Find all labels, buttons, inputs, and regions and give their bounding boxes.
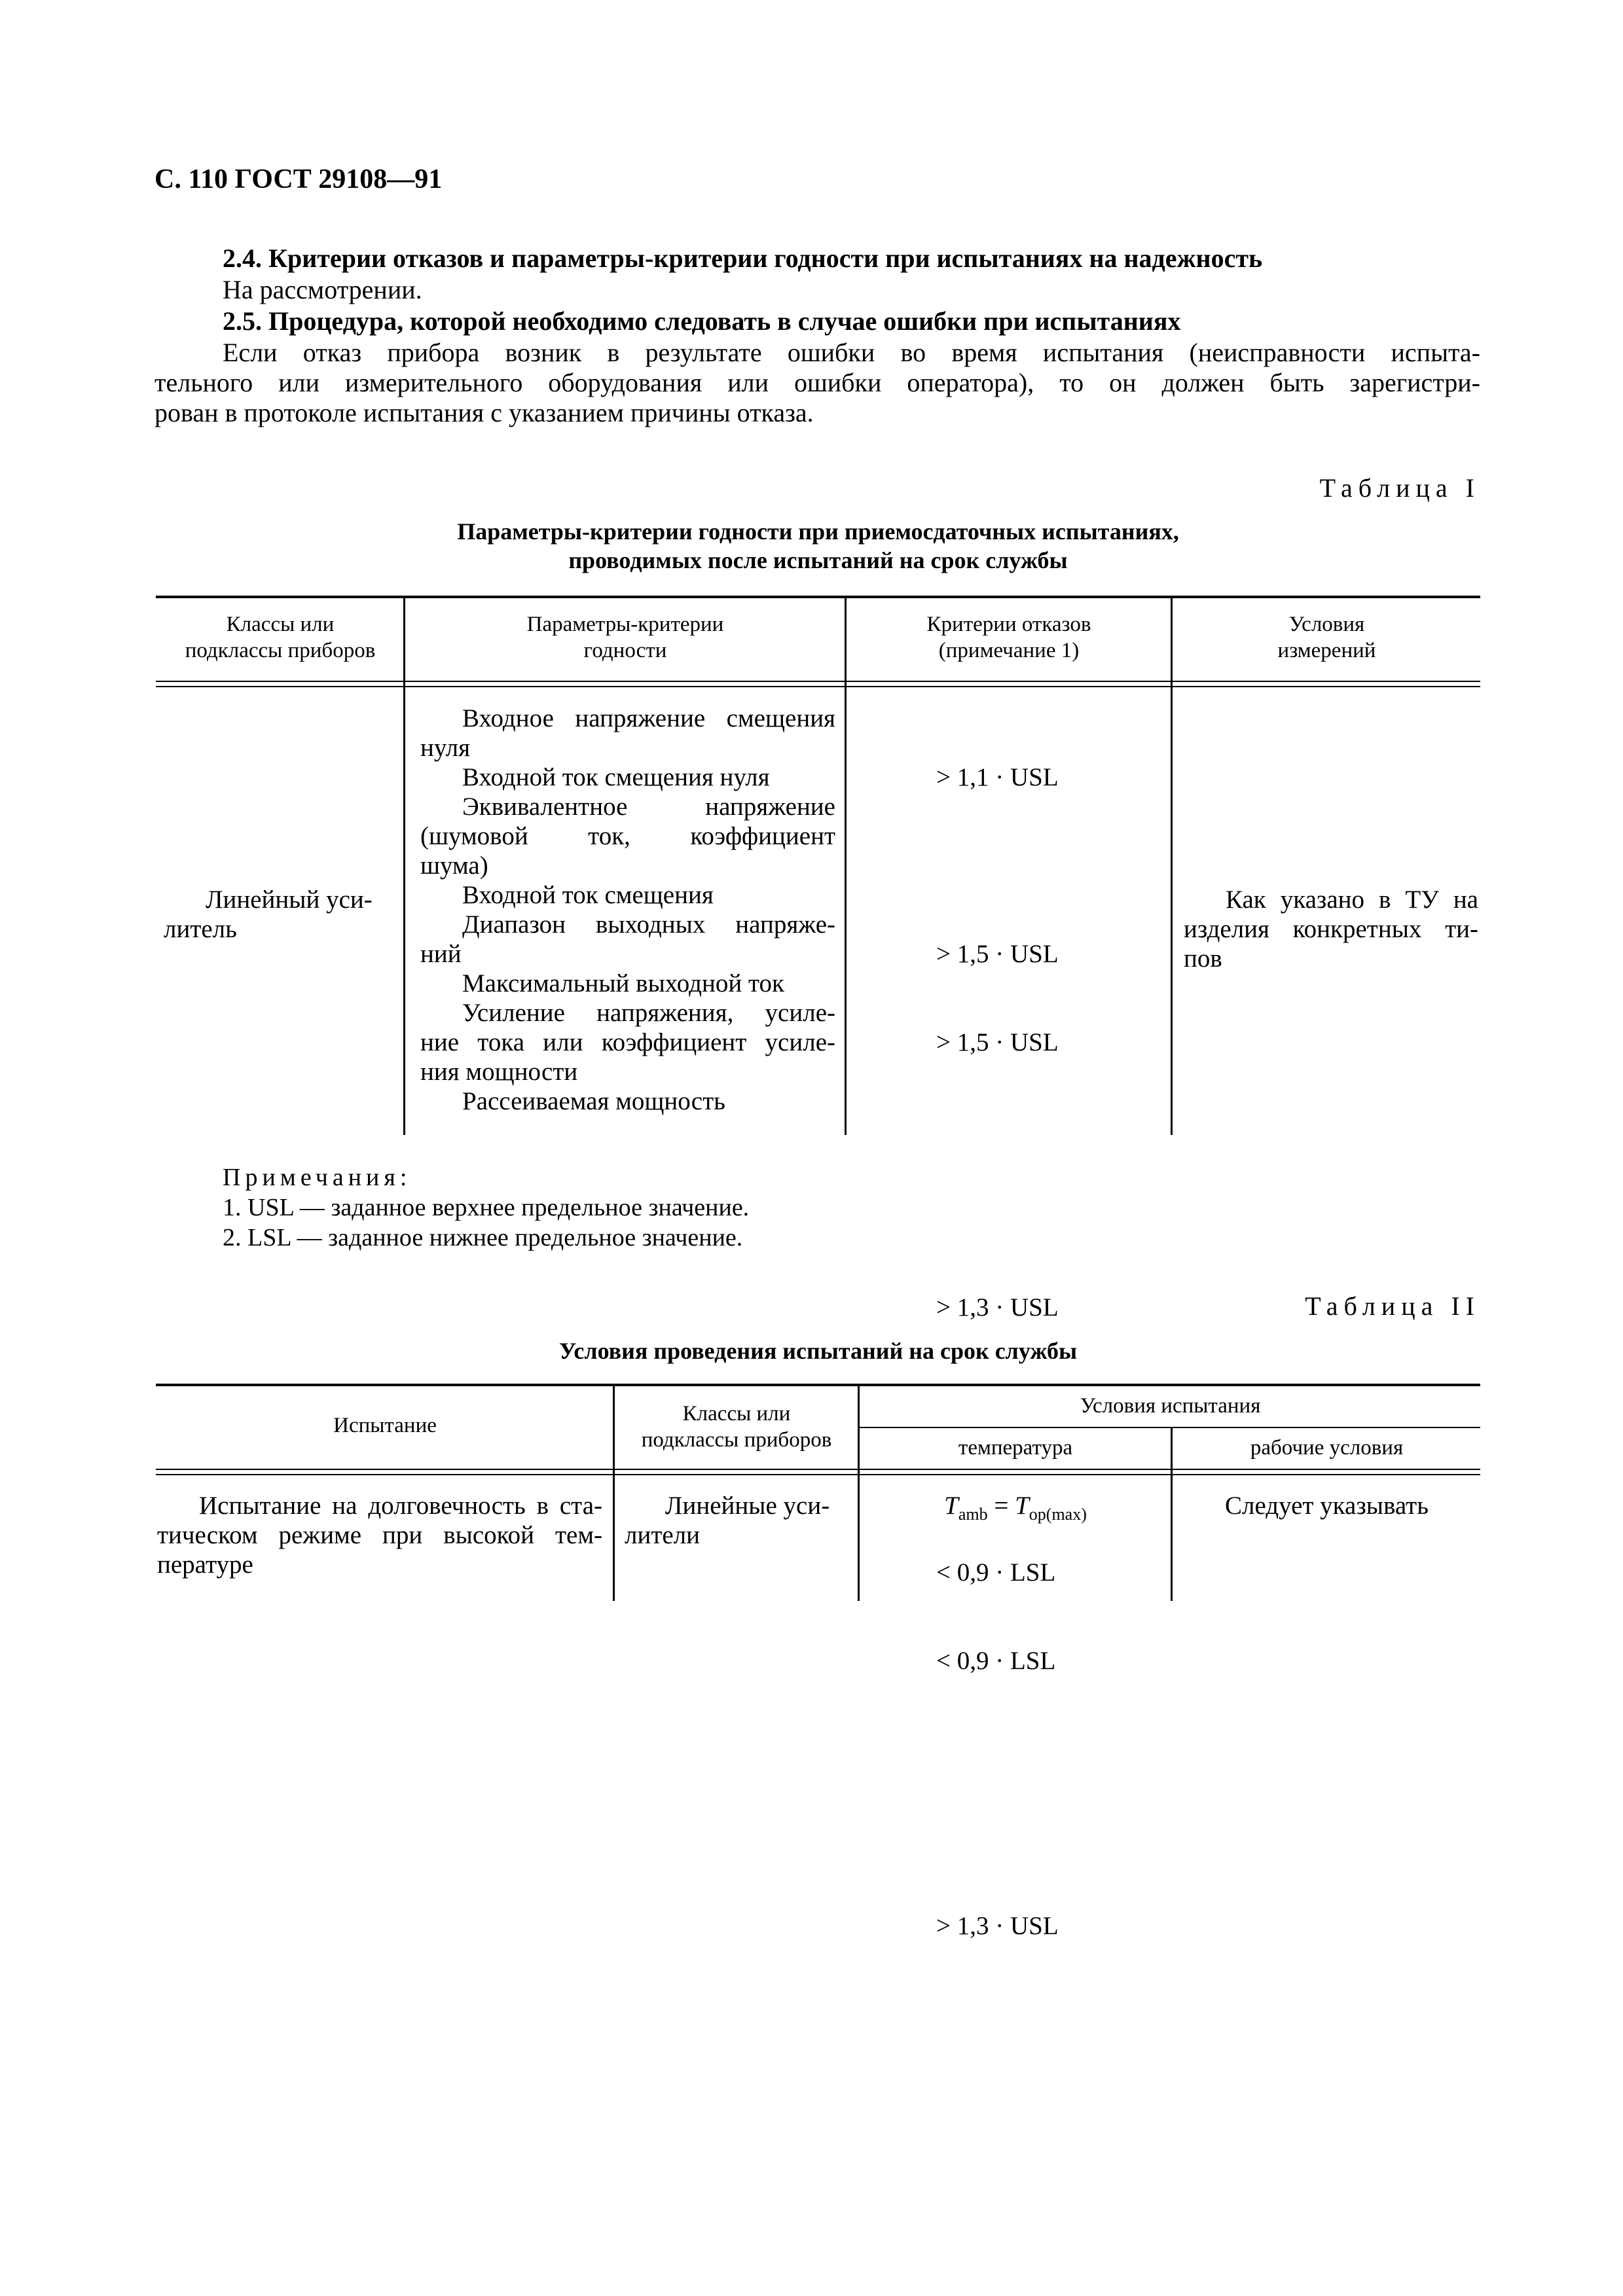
table1-header-criteria xyxy=(847,611,1171,664)
table1-title xyxy=(156,517,1480,575)
table1-title-line: проводимых после испытаний на срок службы xyxy=(568,547,1068,573)
notes-title: Примечания: xyxy=(223,1164,412,1191)
temp-subscript: amb xyxy=(958,1504,988,1524)
param-item xyxy=(420,792,835,880)
table2-col-divider-3 xyxy=(1171,1427,1173,1601)
param-line: Входной ток смещения нуля xyxy=(462,763,770,791)
table2-header-operating: рабочие условия xyxy=(1250,1436,1404,1460)
criterion-value: > 1,3 · USL xyxy=(936,1293,1059,1321)
param-line: нуля xyxy=(420,734,471,762)
header-text: подклассы приборов xyxy=(185,639,376,662)
table1-top-rule xyxy=(156,596,1480,598)
table1-col-divider-2 xyxy=(845,597,847,1135)
param-item xyxy=(420,762,835,792)
param-line: шума) xyxy=(420,852,488,880)
temp-subscript: op(max) xyxy=(1029,1504,1087,1524)
param-line: Усиление напряжения, усиле- xyxy=(462,999,835,1027)
header-text: Критерии отказов xyxy=(926,613,1091,636)
test-line: тическом режиме при высокой тем- xyxy=(157,1521,602,1549)
param-item xyxy=(420,969,835,998)
criterion-value: > 1,5 · USL xyxy=(936,1028,1059,1056)
param-item xyxy=(420,704,835,762)
body-line: тельного или измерительного оборудования или ошибки оператора), то он должен быть зарегистри- xyxy=(155,368,1480,397)
temp-equals: = xyxy=(994,1492,1009,1520)
table2-header-temperature: температура xyxy=(958,1436,1073,1460)
criterion-value: > 1,1 · USL xyxy=(936,763,1059,791)
header-text: Условия xyxy=(1288,613,1365,636)
table1-col-divider-3 xyxy=(1171,597,1173,1135)
header-text: Классы или xyxy=(682,1402,791,1426)
table2-col-divider-2 xyxy=(858,1385,860,1601)
body-line: Если отказ прибора возник в результате ошибки во время испытания (неисправности испыта- xyxy=(223,338,1480,367)
class-line: Линейные уси- xyxy=(665,1492,830,1520)
table1-header-conditions xyxy=(1173,611,1480,664)
conditions-line: Как указано в ТУ на xyxy=(1226,886,1478,914)
note-item: 2. LSL — заданное нижнее предельное значение. xyxy=(223,1224,743,1251)
header-text: Классы или xyxy=(226,613,335,636)
section-2-4-text: На рассмотрении. xyxy=(223,275,422,304)
table2-top-rule xyxy=(156,1384,1480,1386)
table1-header-rule-1 xyxy=(156,681,1480,682)
header-text: измерений xyxy=(1277,639,1376,662)
table2-temperature-cell xyxy=(860,1491,1171,1529)
table2-header-test: Испытание xyxy=(333,1414,437,1437)
param-line: ние тока или коэффициент усиле- xyxy=(420,1028,835,1056)
table1-class-cell xyxy=(164,885,393,944)
header-text: подклассы приборов xyxy=(641,1428,832,1452)
conditions-line: пов xyxy=(1184,944,1222,973)
header-text: (примечание 1) xyxy=(938,639,1080,662)
param-line: ний xyxy=(420,940,462,968)
table1-conditions-cell xyxy=(1184,885,1478,973)
criterion-value: < 0,9 · LSL xyxy=(936,1647,1056,1675)
param-item xyxy=(420,998,835,1086)
temp-symbol: T xyxy=(944,1492,958,1520)
param-line: ния мощности xyxy=(420,1058,578,1086)
table2-class-cell xyxy=(625,1491,847,1550)
class-line: Линейный уси- xyxy=(206,886,373,914)
table2-header-conditions: Условия испытания xyxy=(1080,1394,1261,1418)
param-line: Эквивалентное напряжение xyxy=(462,793,835,821)
table1-col-divider-1 xyxy=(403,597,405,1135)
table2-header-rule-2 xyxy=(156,1474,1480,1475)
section-2-5-body xyxy=(155,338,1480,428)
table1-title-line: Параметры-критерии годности при приемосдаточных испытаниях, xyxy=(457,518,1179,545)
param-line: Диапазон выходных напряже- xyxy=(462,910,835,939)
class-line: литель xyxy=(164,915,237,943)
param-item xyxy=(420,910,835,969)
table2-subheader-rule xyxy=(859,1427,1480,1428)
param-line: (шумовой ток, коэффициент xyxy=(420,822,835,850)
table2-title: Условия проведения испытаний на срок службы xyxy=(558,1338,1078,1364)
temp-symbol: T xyxy=(1015,1492,1029,1520)
param-line: Входное напряжение смещения xyxy=(462,704,835,732)
header-text: Параметры-критерии xyxy=(526,613,724,636)
table2-caption: Таблица II xyxy=(1305,1291,1480,1321)
class-line: лители xyxy=(625,1521,701,1549)
test-line: пературе xyxy=(157,1551,253,1579)
table2-header-rule-1 xyxy=(156,1469,1480,1470)
body-line: рован в протоколе испытания с указанием причины отказа. xyxy=(155,398,814,427)
param-item xyxy=(420,880,835,910)
test-line: Испытание на долговечность в ста- xyxy=(199,1492,602,1520)
table2-col-divider-1 xyxy=(613,1385,615,1601)
header-text: годности xyxy=(583,639,667,662)
section-2-4-heading: 2.4. Критерии отказов и параметры-критерии годности при испытаниях на надежность xyxy=(223,243,1263,273)
table2-operating-cell: Следует указывать xyxy=(1224,1492,1429,1520)
table1-caption: Таблица I xyxy=(1319,473,1480,503)
page-header: С. 110 ГОСТ 29108—91 xyxy=(155,164,443,194)
table1-header-rule-2 xyxy=(156,686,1480,687)
table1-header-params xyxy=(406,611,845,664)
param-line: Входной ток смещения xyxy=(462,881,714,909)
criterion-value: > 1,5 · USL xyxy=(936,940,1059,968)
table1-params-cell xyxy=(420,704,835,1116)
criterion-value: > 1,3 · USL xyxy=(936,1912,1059,1940)
param-line: Рассеиваемая мощность xyxy=(462,1087,725,1115)
table2-test-cell xyxy=(157,1491,602,1579)
table1-notes xyxy=(223,1162,749,1253)
table2-header-classes xyxy=(615,1401,858,1453)
param-line: Максимальный выходной ток xyxy=(462,969,784,997)
section-2-5-heading: 2.5. Процедура, которой необходимо следовать в случае ошибки при испытаниях xyxy=(223,306,1181,336)
note-item: 1. USL — заданное верхнее предельное значение. xyxy=(223,1194,750,1221)
table1-header-classes xyxy=(157,611,403,664)
criterion-value: < 0,9 · LSL xyxy=(936,1558,1056,1587)
conditions-line: изделия конкретных ти- xyxy=(1184,915,1478,943)
param-item xyxy=(420,1086,835,1116)
